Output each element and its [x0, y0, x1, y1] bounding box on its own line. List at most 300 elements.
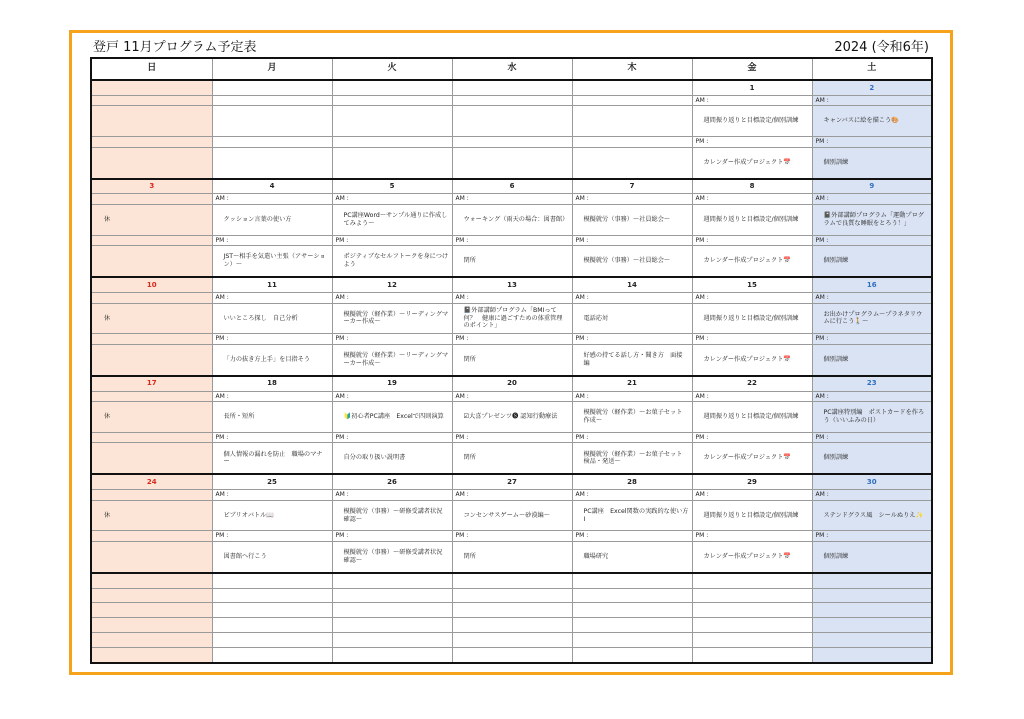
am-label-cell: AM :: [332, 391, 452, 402]
week-pm-label-row: [91, 531, 932, 542]
am-activity-cell: [212, 106, 332, 137]
pm-label-cell: PM :: [212, 235, 332, 246]
am-activity-cell: [452, 303, 572, 334]
blank-cell: [572, 647, 692, 663]
pm-activity-cell: [332, 246, 452, 277]
blank-cell: [692, 588, 812, 603]
pm-label-cell: PM :: [692, 531, 812, 542]
blank-cell: [212, 588, 332, 603]
pm-label-cell: PM :: [572, 432, 692, 443]
am-label-cell: AM :: [452, 292, 572, 303]
am-label-cell: [91, 391, 212, 402]
week-am-row: [91, 303, 932, 334]
pm-activity-text: カレンダー作成プロジェクト📅: [703, 257, 792, 265]
weekday-wed: 水: [452, 58, 572, 80]
week-pm-row: [91, 443, 932, 474]
blank-cell: [452, 573, 572, 588]
date-cell: 4: [212, 179, 332, 194]
am-activity-text: クッション言葉の使い方: [223, 215, 292, 223]
pm-activity-text: 個別訓練: [823, 355, 849, 363]
am-activity-text: お出かけプログラム～プラネタリウムに行こう🚶～: [823, 310, 923, 326]
pm-activity-cell: [572, 443, 692, 474]
pm-activity-text: 模擬就労（事務）～社員総会～: [583, 257, 671, 265]
blank-cell: [212, 573, 332, 588]
pm-activity-cell: [452, 344, 572, 375]
date-cell: [91, 80, 212, 95]
blank-cell: [91, 647, 212, 663]
blank-cell: [452, 647, 572, 663]
am-label-cell: AM :: [692, 490, 812, 501]
weekday-tue: 火: [332, 58, 452, 80]
date-cell: 24: [91, 474, 212, 489]
pm-label-cell: PM :: [812, 432, 932, 443]
am-label-cell: AM :: [812, 490, 932, 501]
am-activity-cell: [812, 205, 932, 236]
pm-activity-text: 「力の抜き方上手」を目指そう: [223, 355, 311, 363]
date-cell: 16: [812, 277, 932, 292]
week-am-row: [91, 402, 932, 433]
am-activity-text: PC講座特別編 ポストカードを作ろう（いいふみの日）: [823, 409, 925, 424]
am-activity-cell: [572, 500, 692, 531]
blank-cell: [812, 588, 932, 603]
blank-cell: [91, 573, 212, 588]
am-activity-cell: [212, 500, 332, 531]
blank-cell: [692, 603, 812, 618]
am-label-cell: AM :: [812, 292, 932, 303]
blank-cell: [692, 647, 812, 663]
pm-activity-cell: [692, 541, 812, 572]
am-activity-text: 週間振り返りと目標設定/個別訓練: [703, 314, 799, 322]
pm-activity-cell: [572, 541, 692, 572]
blank-cell: [812, 647, 932, 663]
pm-activity-text: カレンダー作成プロジェクト📅: [703, 454, 792, 462]
am-activity-cell: [332, 303, 452, 334]
am-activity-cell: [812, 106, 932, 137]
am-label-cell: AM :: [452, 194, 572, 205]
am-activity-cell: [91, 106, 212, 137]
blank-cell: [572, 603, 692, 618]
pm-activity-text: 個別訓練: [823, 158, 849, 166]
pm-activity-text: 個別訓練: [823, 257, 849, 265]
pm-activity-text: 個別訓練: [823, 454, 849, 462]
year-label: 2024 (令和6年): [834, 40, 929, 55]
pm-activity-text: 模擬就労（事務）～研修受講者状況確認～: [343, 549, 443, 564]
am-activity-text: 休: [104, 215, 111, 223]
blank-cell: [572, 588, 692, 603]
pm-label-cell: PM :: [212, 432, 332, 443]
pm-activity-cell: [212, 344, 332, 375]
blank-cell: [91, 618, 212, 633]
weekday-header-row: [91, 58, 932, 80]
am-activity-cell: [91, 402, 212, 433]
blank-cell: [572, 633, 692, 648]
am-label-cell: AM :: [332, 292, 452, 303]
pm-label-cell: PM :: [692, 137, 812, 148]
pm-label-cell: PM :: [332, 531, 452, 542]
pm-label-cell: PM :: [452, 235, 572, 246]
pm-activity-cell: [812, 541, 932, 572]
pm-activity-cell: [91, 443, 212, 474]
pm-label-cell: [452, 137, 572, 148]
am-activity-text: ビブリオバトル📖: [223, 511, 274, 519]
pm-activity-text: カレンダー作成プロジェクト📅: [703, 158, 792, 166]
weekday-mon: 月: [212, 58, 332, 80]
am-activity-text: ☑大喜プレゼンツ🅢 認知行動療法: [463, 413, 558, 421]
date-cell: [332, 80, 452, 95]
am-activity-text: 📓外部講師プログラム「運動プログラムで良質な睡眠をとろう！」: [823, 212, 924, 227]
am-activity-cell: [332, 205, 452, 236]
am-activity-cell: [452, 205, 572, 236]
am-label-cell: AM :: [212, 292, 332, 303]
date-cell: 30: [812, 474, 932, 489]
date-cell: 20: [452, 376, 572, 391]
pm-activity-cell: [572, 344, 692, 375]
pm-activity-cell: [812, 246, 932, 277]
pm-activity-text: 好感の持てる話し方・聞き方 面接編: [583, 352, 683, 367]
pm-label-cell: PM :: [572, 235, 692, 246]
blank-cell: [332, 588, 452, 603]
pm-activity-text: 閉所: [463, 355, 476, 363]
date-cell: 13: [452, 277, 572, 292]
am-label-cell: [91, 194, 212, 205]
pm-activity-text: ポジティブなセルフトークを身につけよう: [343, 253, 449, 269]
pm-label-cell: PM :: [812, 137, 932, 148]
am-label-cell: AM :: [572, 292, 692, 303]
am-label-cell: AM :: [572, 194, 692, 205]
pm-label-cell: PM :: [812, 531, 932, 542]
am-label-cell: AM :: [212, 194, 332, 205]
week-date-row: [91, 277, 932, 292]
blank-cell: [332, 603, 452, 618]
week-date-row: [91, 179, 932, 194]
week-pm-row: [91, 246, 932, 277]
blank-cell: [692, 633, 812, 648]
am-activity-cell: [332, 106, 452, 137]
blank-cell: [212, 633, 332, 648]
date-cell: 28: [572, 474, 692, 489]
am-label-cell: AM :: [452, 490, 572, 501]
am-label-cell: AM :: [332, 490, 452, 501]
pm-label-cell: PM :: [692, 235, 812, 246]
am-activity-text: 休: [104, 314, 111, 322]
pm-activity-text: 閉所: [463, 454, 476, 462]
am-label-cell: AM :: [692, 292, 812, 303]
am-label-cell: [91, 490, 212, 501]
pm-activity-text: カレンダー作成プロジェクト📅: [703, 552, 792, 560]
pm-label-cell: [212, 137, 332, 148]
blank-cell: [332, 647, 452, 663]
blank-cell: [572, 573, 692, 588]
am-label-cell: [332, 95, 452, 106]
date-cell: [452, 80, 572, 95]
am-activity-cell: [812, 303, 932, 334]
date-cell: 18: [212, 376, 332, 391]
week-am-label-row: [91, 490, 932, 501]
am-activity-text: 休: [104, 511, 111, 519]
am-label-cell: AM :: [332, 194, 452, 205]
am-activity-text: キャンバスに絵を描こう🎨: [823, 117, 899, 125]
blank-cell: [452, 588, 572, 603]
am-activity-cell: [332, 402, 452, 433]
pm-activity-cell: [91, 344, 212, 375]
pm-label-cell: PM :: [692, 432, 812, 443]
pm-label-cell: PM :: [332, 432, 452, 443]
pm-activity-cell: [812, 344, 932, 375]
am-label-cell: AM :: [692, 391, 812, 402]
pm-activity-cell: [572, 147, 692, 178]
pm-activity-cell: [212, 147, 332, 178]
pm-activity-cell: [212, 246, 332, 277]
pm-label-cell: PM :: [452, 531, 572, 542]
week-pm-label-row: [91, 334, 932, 345]
am-activity-cell: [812, 500, 932, 531]
weekday-sun: 日: [91, 58, 212, 80]
pm-label-cell: [332, 137, 452, 148]
pm-activity-text: JST～相手を気遣い主張（アサーション）～: [223, 253, 326, 269]
blank-cell: [212, 647, 332, 663]
blank-cell: [452, 618, 572, 633]
pm-activity-cell: [91, 147, 212, 178]
date-cell: 5: [332, 179, 452, 194]
blank-row: [91, 573, 932, 588]
week-pm-label-row: [91, 432, 932, 443]
am-activity-cell: [91, 303, 212, 334]
blank-cell: [91, 603, 212, 618]
week-date-row: [91, 80, 932, 95]
date-cell: 15: [692, 277, 812, 292]
pm-activity-cell: [91, 246, 212, 277]
pm-activity-text: 個別訓練: [823, 552, 849, 560]
am-activity-text: ウォーキング（雨天の場合：図書館）: [463, 215, 569, 223]
am-activity-cell: [692, 205, 812, 236]
calendar-table: [90, 57, 933, 664]
blank-row: [91, 633, 932, 648]
date-cell: 2: [812, 80, 932, 95]
blank-row: [91, 647, 932, 663]
date-cell: 25: [212, 474, 332, 489]
am-activity-text: 📓外部講師プログラム「BMIって何？ 健康に過ごすための体重管理のポイント」: [463, 306, 563, 330]
week-am-label-row: [91, 292, 932, 303]
pm-label-cell: PM :: [692, 334, 812, 345]
am-label-cell: AM :: [572, 391, 692, 402]
am-activity-cell: [212, 402, 332, 433]
pm-activity-cell: [332, 541, 452, 572]
am-label-cell: [572, 95, 692, 106]
am-activity-text: 模擬就労（軽作業）～リーディングマーカー作成～: [343, 310, 449, 326]
pm-activity-cell: [692, 344, 812, 375]
am-label-cell: AM :: [812, 194, 932, 205]
date-cell: 27: [452, 474, 572, 489]
blank-row: [91, 603, 932, 618]
week-am-row: [91, 205, 932, 236]
am-activity-cell: [572, 106, 692, 137]
date-cell: [572, 80, 692, 95]
pm-activity-cell: [452, 147, 572, 178]
date-cell: 11: [212, 277, 332, 292]
am-activity-text: 休: [104, 413, 111, 421]
am-label-cell: AM :: [692, 95, 812, 106]
pm-activity-cell: [332, 344, 452, 375]
am-activity-cell: [572, 402, 692, 433]
pm-activity-cell: [692, 147, 812, 178]
date-cell: 17: [91, 376, 212, 391]
am-activity-cell: [332, 500, 452, 531]
date-cell: 22: [692, 376, 812, 391]
pm-activity-text: 図書館へ行こう: [223, 552, 267, 560]
am-label-cell: AM :: [692, 194, 812, 205]
am-activity-text: 🔰初心者PC講座 Excelで四則演算: [343, 413, 444, 421]
date-cell: 9: [812, 179, 932, 194]
weekday-thu: 木: [572, 58, 692, 80]
am-activity-cell: [692, 303, 812, 334]
am-label-cell: AM :: [212, 490, 332, 501]
date-cell: 21: [572, 376, 692, 391]
week-am-label-row: [91, 95, 932, 106]
date-cell: 7: [572, 179, 692, 194]
week-am-label-row: [91, 194, 932, 205]
blank-cell: [452, 603, 572, 618]
pm-activity-cell: [452, 443, 572, 474]
am-label-cell: [91, 292, 212, 303]
blank-cell: [692, 618, 812, 633]
calendar-body: [91, 80, 932, 663]
pm-activity-text: 閉所: [463, 552, 476, 560]
week-pm-row: [91, 344, 932, 375]
pm-activity-cell: [452, 246, 572, 277]
pm-activity-cell: [91, 541, 212, 572]
week-am-row: [91, 106, 932, 137]
date-cell: 12: [332, 277, 452, 292]
pm-label-cell: [572, 137, 692, 148]
am-activity-text: いいところ探し 自己分析: [223, 314, 298, 322]
pm-label-cell: PM :: [812, 235, 932, 246]
pm-activity-text: 個人情報の漏れを防止 職場のマナー: [223, 450, 323, 466]
am-activity-cell: [812, 402, 932, 433]
date-cell: 8: [692, 179, 812, 194]
date-cell: 29: [692, 474, 812, 489]
blank-cell: [572, 618, 692, 633]
pm-activity-cell: [572, 246, 692, 277]
weekday-sat: 土: [812, 58, 932, 80]
am-activity-cell: [91, 205, 212, 236]
am-activity-cell: [572, 303, 692, 334]
weekday-fri: 金: [692, 58, 812, 80]
pm-activity-cell: [452, 541, 572, 572]
pm-activity-cell: [692, 443, 812, 474]
pm-label-cell: [91, 531, 212, 542]
pm-label-cell: PM :: [212, 531, 332, 542]
pm-label-cell: PM :: [452, 432, 572, 443]
am-label-cell: [212, 95, 332, 106]
blank-cell: [812, 573, 932, 588]
blank-cell: [452, 633, 572, 648]
am-activity-text: コンセンサスゲーム～砂漠編～: [463, 511, 550, 519]
am-label-cell: [452, 95, 572, 106]
am-activity-cell: [692, 500, 812, 531]
am-activity-cell: [572, 205, 692, 236]
am-activity-text: 模擬就労（軽作業）～お菓子セット作成～: [583, 409, 683, 424]
date-cell: 26: [332, 474, 452, 489]
am-activity-cell: [91, 500, 212, 531]
pm-activity-text: 自分の取り扱い説明書: [343, 454, 406, 462]
am-activity-text: 週間振り返りと目標設定/個別訓練: [703, 117, 799, 125]
week-pm-row: [91, 541, 932, 572]
week-am-row: [91, 500, 932, 531]
am-activity-text: PC講座Word～サンプル通りに作成してみよう～: [343, 212, 448, 227]
am-label-cell: AM :: [452, 391, 572, 402]
blank-cell: [332, 633, 452, 648]
pm-label-cell: [91, 137, 212, 148]
pm-label-cell: PM :: [332, 235, 452, 246]
pm-activity-cell: [812, 443, 932, 474]
week-pm-label-row: [91, 137, 932, 148]
week-date-row: [91, 474, 932, 489]
am-activity-text: 電話応対: [583, 314, 609, 322]
blank-cell: [212, 603, 332, 618]
am-activity-cell: [212, 303, 332, 334]
blank-cell: [332, 573, 452, 588]
am-activity-text: 週間振り返りと目標設定/個別訓練: [703, 413, 799, 421]
week-pm-label-row: [91, 235, 932, 246]
blank-row: [91, 588, 932, 603]
blank-cell: [812, 603, 932, 618]
am-activity-text: 週間振り返りと目標設定/個別訓練: [703, 511, 799, 519]
page-title: 登戸 11月プログラム予定表: [93, 40, 257, 55]
week-am-label-row: [91, 391, 932, 402]
pm-activity-text: 閉所: [463, 257, 476, 265]
pm-activity-text: 模擬就労（軽作業）～お菓子セット検品・発送～: [583, 450, 683, 466]
am-activity-text: ステンドグラス風 シールぬりえ✨: [823, 511, 924, 519]
pm-activity-text: 模擬就労（軽作業）～リーディングマーカー作成～: [343, 352, 449, 367]
date-cell: 23: [812, 376, 932, 391]
date-cell: 1: [692, 80, 812, 95]
am-label-cell: AM :: [812, 391, 932, 402]
am-label-cell: AM :: [572, 490, 692, 501]
blank-cell: [692, 573, 812, 588]
am-activity-cell: [692, 402, 812, 433]
blank-cell: [812, 618, 932, 633]
pm-label-cell: [91, 235, 212, 246]
pm-activity-cell: [332, 147, 452, 178]
blank-cell: [212, 618, 332, 633]
am-activity-cell: [452, 500, 572, 531]
pm-label-cell: PM :: [572, 334, 692, 345]
am-activity-text: 長所・短所: [223, 413, 255, 421]
pm-label-cell: PM :: [332, 334, 452, 345]
blank-cell: [91, 588, 212, 603]
pm-activity-cell: [692, 246, 812, 277]
pm-label-cell: PM :: [812, 334, 932, 345]
pm-label-cell: PM :: [212, 334, 332, 345]
am-activity-text: 週間振り返りと目標設定/個別訓練: [703, 215, 799, 223]
date-cell: 10: [91, 277, 212, 292]
pm-activity-cell: [212, 443, 332, 474]
blank-cell: [91, 633, 212, 648]
date-cell: 14: [572, 277, 692, 292]
am-activity-cell: [452, 402, 572, 433]
date-cell: [212, 80, 332, 95]
pm-activity-text: カレンダー作成プロジェクト📅: [703, 355, 792, 363]
date-cell: 19: [332, 376, 452, 391]
pm-activity-cell: [332, 443, 452, 474]
am-activity-text: 模擬就労（事務）～研修受講者状況確認～: [343, 507, 443, 523]
pm-label-cell: [91, 432, 212, 443]
am-activity-cell: [692, 106, 812, 137]
am-label-cell: AM :: [212, 391, 332, 402]
am-label-cell: [91, 95, 212, 106]
pm-activity-cell: [812, 147, 932, 178]
am-activity-cell: [212, 205, 332, 236]
